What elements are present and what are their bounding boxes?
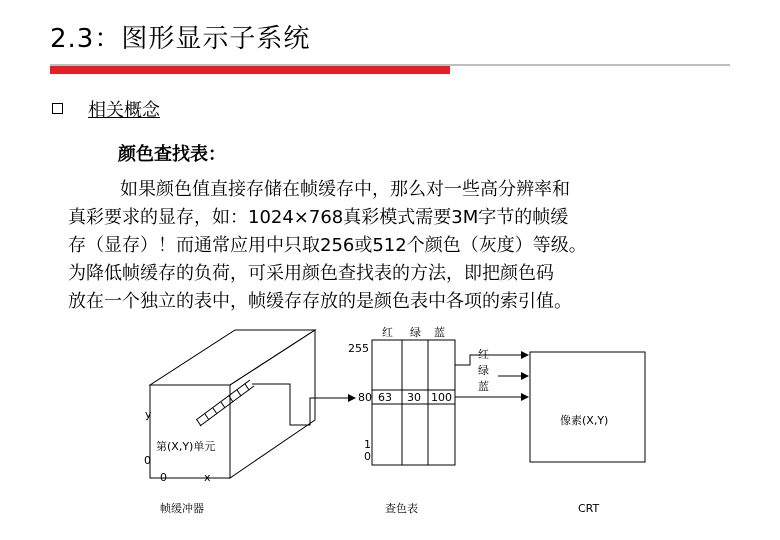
crt-input-green: 绿 xyxy=(478,364,489,377)
rgb-output-arrows xyxy=(455,355,528,397)
crt-box xyxy=(530,352,645,462)
paragraph-line: 为降低帧缓存的负荷，可采用颜色查找表的方法，即把颜色码 xyxy=(68,263,554,284)
lut-index-255: 255 xyxy=(348,342,369,355)
axis-y-label: y xyxy=(145,408,152,421)
cell-label: 第(X,Y)单元 xyxy=(156,440,216,453)
lut-index-1: 1 xyxy=(364,438,371,451)
axis-x-label: x xyxy=(204,471,211,484)
crt-caption: CRT xyxy=(578,502,600,515)
crt-input-red: 红 xyxy=(478,348,489,361)
lut-caption: 查色表 xyxy=(385,502,418,515)
lut-value-green: 30 xyxy=(407,391,421,404)
lut-value-blue: 100 xyxy=(431,391,452,404)
lut-header-red: 红 xyxy=(382,326,393,339)
lut-index-0: 0 xyxy=(364,450,371,463)
slide-title: 2.3：图形显示子系统 xyxy=(50,24,311,54)
paragraph-line: 存（显存）！而通常应用中只取256或512个颜色（灰度）等级。 xyxy=(68,235,587,256)
framebuffer-caption: 帧缓冲器 xyxy=(160,502,204,515)
pixel-label: 像素(X,Y) xyxy=(560,414,609,427)
subheading: 颜色查找表： xyxy=(118,144,226,165)
bullet-heading: 相关概念 xyxy=(88,100,160,121)
highlighted-cell-strip xyxy=(196,380,254,426)
origin-x-label: 0 xyxy=(160,471,167,484)
origin-y-label: 0 xyxy=(144,454,151,467)
lut-header-green: 绿 xyxy=(410,326,421,339)
paragraph-line: 放在一个独立的表中，帧缓存存放的是颜色表中各项的索引值。 xyxy=(68,291,572,312)
lut-value-red: 63 xyxy=(378,391,392,404)
lut-header-blue: 蓝 xyxy=(434,326,445,339)
paragraph-line: 真彩要求的显存，如：1024×768真彩模式需要3M字节的帧缓 xyxy=(68,207,569,228)
crt-input-blue: 蓝 xyxy=(478,380,489,393)
lut-index-80: 80 xyxy=(358,391,372,404)
paragraph-line: 如果颜色值直接存储在帧缓存中，那么对一些高分辨率和 xyxy=(120,179,570,200)
index-arrow xyxy=(252,384,355,425)
